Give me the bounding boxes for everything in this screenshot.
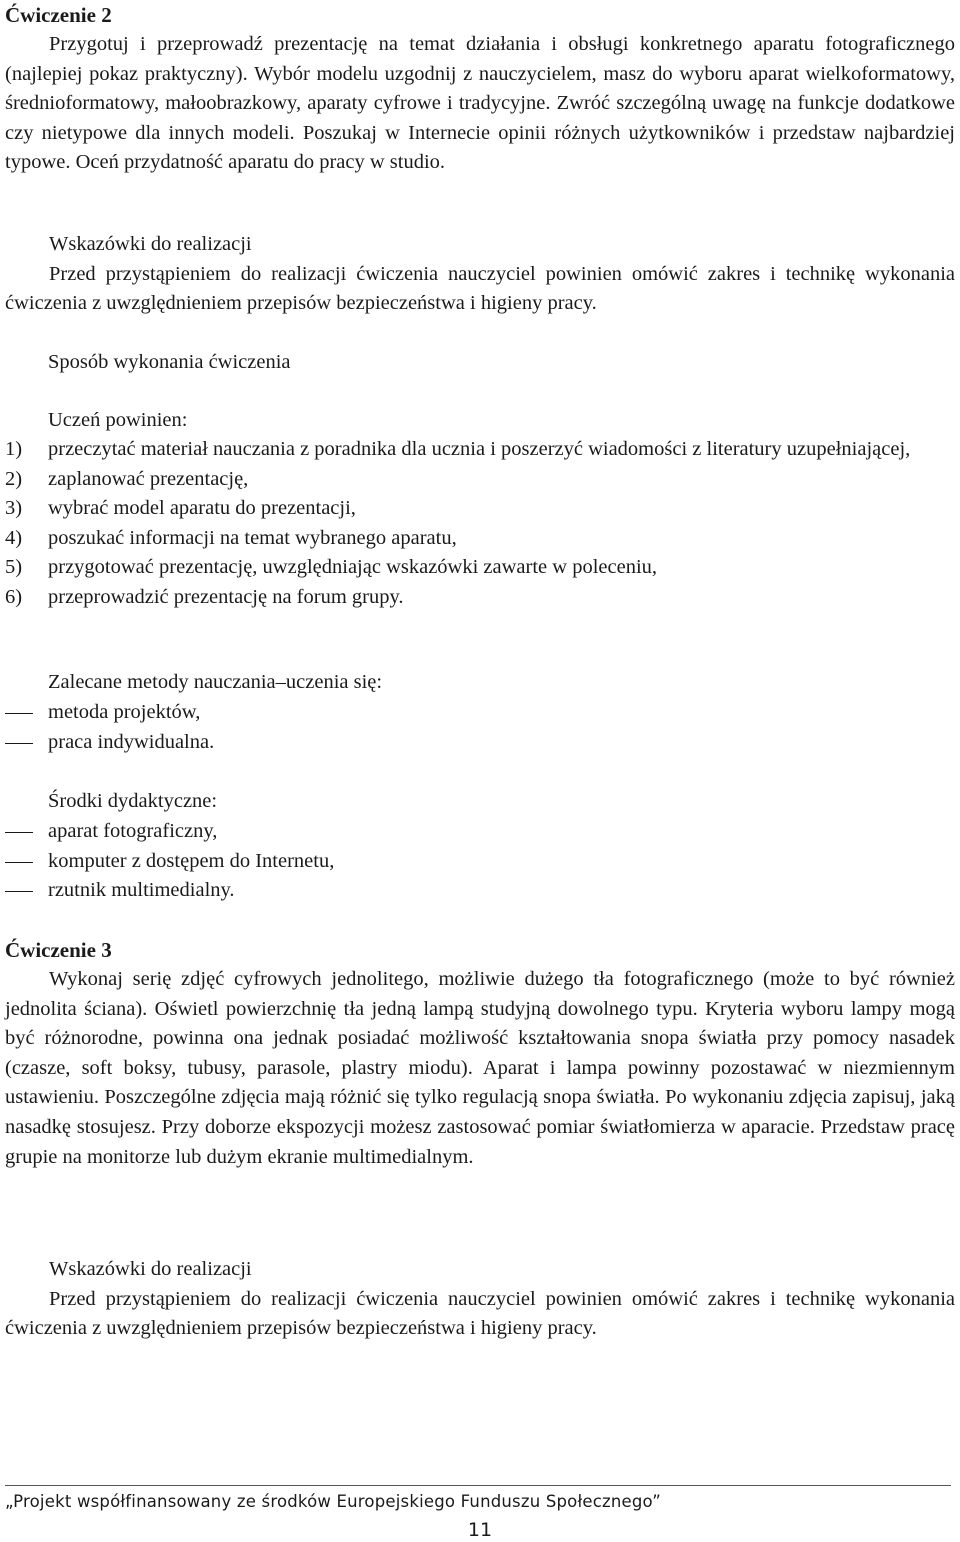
footer-text: „Projekt współfinansowany ze środków Europejskiego Funduszu Społecznego” [5, 1492, 661, 1511]
list-item: metoda projektów, [5, 698, 955, 728]
list-item: 3) wybrać model aparatu do prezentacji, [5, 497, 356, 520]
list-item: aparat fotograficzny, [5, 817, 955, 847]
dash-bullet [5, 713, 33, 714]
exercise-2-hints [5, 230, 955, 319]
dash-bullet [5, 862, 33, 863]
dash-bullet [5, 743, 33, 744]
hints-body: Przed przystąpieniem do realizacji ćwiczenia nauczyciel powinien omówić zakres i technikę wykonania ćwiczenia z uwzględnieniem przepisów bezpieczeństwa i higieny pracy. [5, 1287, 955, 1340]
page-number: 11 [467, 1519, 493, 1541]
list-item: praca indywidualna. [5, 728, 955, 758]
hints-title: Wskazówki do realizacji [49, 233, 252, 255]
exercise-2-body: Przygotuj i przeprowadź prezentację na temat działania i obsługi konkretnego aparatu fotograficznego (najlepiej pokaz praktyczny). Wybór modelu uzgodnij z nauczycielem, masz do wyboru aparat wielkoformatowy, średnioformatowy, małoobrazkowy, aparaty cyfrowe i tradycyjne. Zwróć szczególną uwagę na funkcje dodatkowe czy nietypowe dla innych modeli. Poszukaj w Internecie opinii różnych użytkowników i przedstaw najbardziej typowe. Oceń przydatność aparatu do pracy w studio. [5, 33, 955, 174]
list-item: 6) przeprowadzić prezentację na forum grupy. [5, 585, 404, 608]
list-item: komputer z dostępem do Internetu, [5, 847, 955, 877]
steps-list [5, 435, 955, 613]
exercise-3-title: Ćwiczenie 3 [5, 938, 112, 962]
means-title: Środki dydaktyczne: [48, 790, 218, 812]
list-item: 5) przygotować prezentację, uwzględniając wskazówki zawarte w poleceniu, [5, 556, 658, 579]
exercise-3-hints [5, 1255, 955, 1344]
dash-bullet [5, 891, 33, 892]
list-item: 4) poszukać informacji na temat wybranego aparatu, [5, 526, 457, 549]
student-title: Uczeń powinien: [48, 409, 188, 431]
exercise-2-title: Ćwiczenie 2 [5, 3, 112, 27]
list-item: rzutnik multimedialny. [5, 876, 955, 906]
methods-list [5, 698, 955, 757]
list-item: 1) przeczytać materiał nauczania z poradnika dla ucznia i poszerzyć wiadomości z literatury uzupełniającej, [5, 438, 911, 460]
method-title: Sposób wykonania ćwiczenia [48, 351, 291, 373]
footer-divider [5, 1485, 951, 1486]
hints-body: Przed przystąpieniem do realizacji ćwiczenia nauczyciel powinien omówić zakres i technikę wykonania ćwiczenia z uwzględnieniem przepisów bezpieczeństwa i higieny pracy. [5, 262, 955, 315]
means-list [5, 817, 955, 906]
list-item: 2) zaplanować prezentację, [5, 467, 249, 490]
methods-title: Zalecane metody nauczania–uczenia się: [48, 671, 383, 693]
hints-title: Wskazówki do realizacji [49, 1258, 252, 1280]
dash-bullet [5, 832, 33, 833]
exercise-3-body: Wykonaj serię zdjęć cyfrowych jednolitego, możliwie dużego tła fotograficznego (może to być również jednolita ściana). Oświetl powierzchnię tła jedną lampą studyjną dowolnego typu. Kryteria wyboru lampy mogą być różnorodne, powinna ona jednak posiadać możliwość kształtowania snopa światła przy pomocy nasadek (czasze, soft boksy, tubusy, parasole, plastry miodu). Aparat i lampa powinny pozostawać w niezmiennym ustawieniu. Poszczególne zdjęcia mają różnić się tylko regulacją snopa światła. Po wykonaniu zdjęcia zapisuj, jaką nasadkę stosujesz. Przy doborze ekspozycji możesz zastosować pomiar światłomierza w aparacie. Przedstaw pracę grupie na monitorze lub dużym ekranie multimedialnym. [5, 968, 955, 1168]
